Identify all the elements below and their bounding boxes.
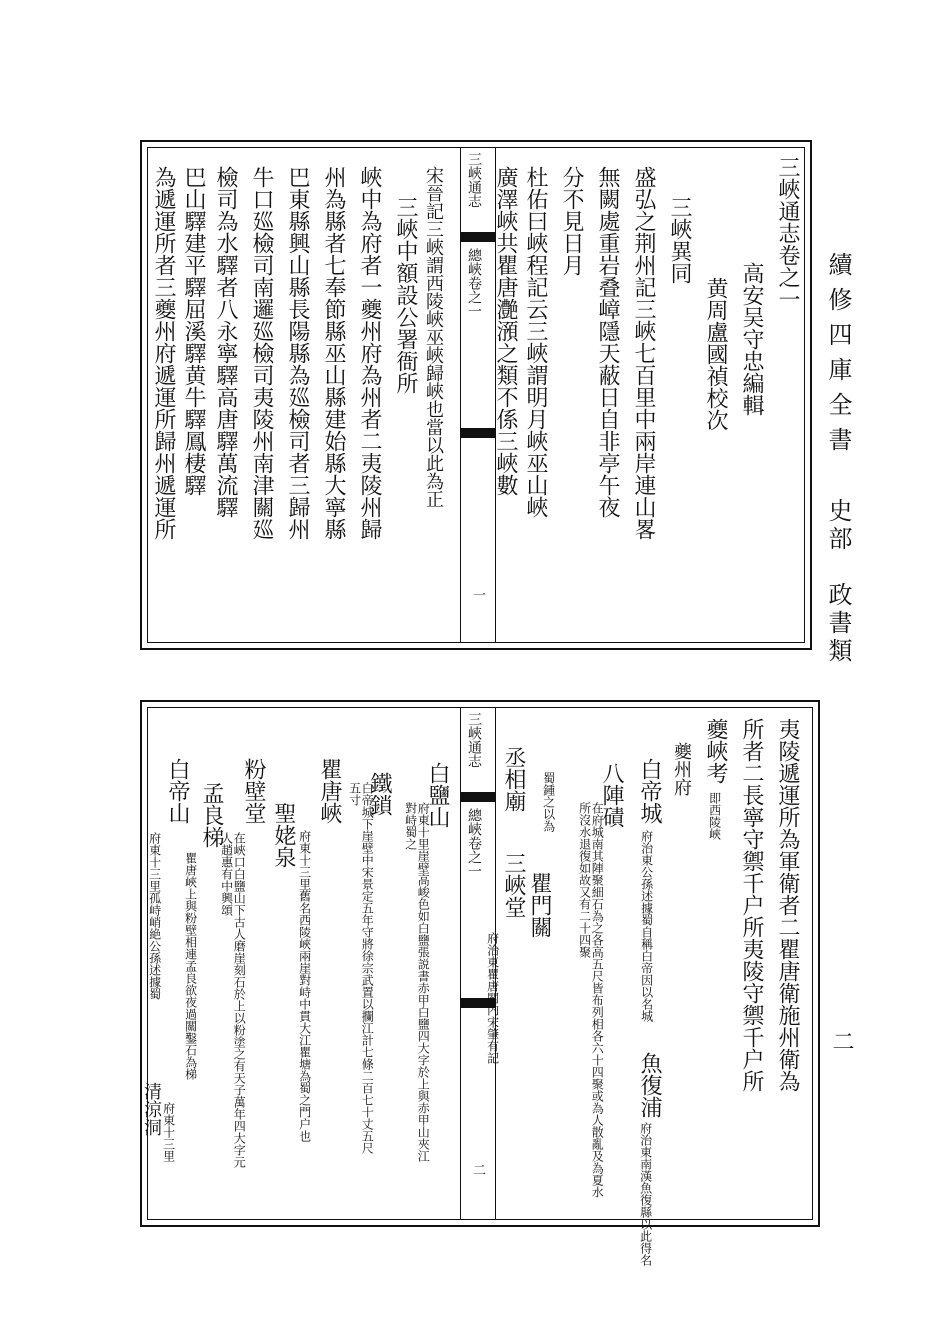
bottom-sanxia-tang: 三峽堂 — [501, 852, 526, 918]
top-col-18: 為遞運所者三夔州府遞運所歸州遞運所 — [151, 166, 176, 540]
bottom-col-12: 聖姥泉 — [271, 802, 296, 868]
top-col-8: 杜佑曰峽程記云三峽謂明月峽巫山峽 — [523, 166, 548, 518]
bottom-col-16: 清涼洞 — [141, 1082, 162, 1136]
top-col-12: 峽中為府者一夔州府為州者二夷陵州歸 — [357, 166, 382, 540]
bottom-banxin-volume: 總峽卷之一 — [466, 808, 482, 878]
bottom-note-tiesuo: 白帝城下崖壁中宋景定五年守將徐宗武置以攔江計七條二百七十丈五尺五寸 — [347, 782, 375, 1154]
bottom-note-qutang: 府東十三里舊名西陵峽兩崖對峙中貫大江瞿塘為蜀之門户也 — [297, 830, 312, 1142]
bottom-col-15: 白帝山 — [165, 758, 190, 824]
bottom-col-11: 瞿唐峽 — [317, 758, 342, 824]
top-col-17: 巴山驛建平驛屈溪驛黄牛驛鳳棲驛 — [181, 166, 206, 496]
bottom-banxin-leaf: 二 — [470, 1163, 485, 1176]
top-banxin-volume: 總峽卷之一 — [466, 248, 482, 318]
bottom-note-baiyan: 府東十里崖壁高峻色如白鹽張説書赤甲白鹽四大字於上與赤甲山夾江對峙蜀之 — [403, 802, 431, 1162]
bottom-col-5: 白帝城 — [637, 758, 662, 824]
top-col-11: 三峽中額設公署衙所 — [393, 196, 418, 394]
top-col-15: 牛口廵檢司南邏廵檢司夷陵州南津關廵 — [249, 166, 274, 540]
top-col-1: 三峽通志卷之一 — [775, 156, 800, 310]
series-title: 續修四庫全書 — [824, 252, 852, 462]
top-col-13: 州為縣者七奉節縣巫山縣建始縣大寧縣 — [321, 166, 346, 540]
top-col-14: 巴東縣興山縣長陽縣為廵檢司者三歸州 — [285, 166, 310, 540]
bottom-note-yufu: 府治東南漢魚復縣以此得名 — [638, 1122, 653, 1266]
bottom-col-4: 夔州府 — [671, 742, 692, 796]
side-page-number: 二 — [829, 1030, 854, 1052]
top-col-5: 盛弘之荆州記三峽七百里中兩岸連山畧 — [631, 166, 656, 540]
bottom-col-3: 夔峽考 — [703, 718, 728, 784]
top-col-3: 黄周盧國禎校次 — [703, 277, 728, 431]
bottom-note-xia-kao: 即西陵峽 — [707, 792, 722, 840]
bottom-banxin-label: 三峽通志 — [466, 712, 482, 768]
bottom-page — [140, 700, 820, 1266]
top-col-6: 無闕處重岩叠嶂隱天蔽日自非亭午夜 — [595, 166, 620, 518]
bottom-note-bazhen: 在府城南其陣聚細石為之各高五尺皆布列相各六十四聚或為人散亂及為夏水所沒水退復如故又有二十四聚 — [577, 802, 605, 1198]
bottom-col-9: 白鹽山 — [425, 762, 450, 828]
top-fish-tail-lower — [461, 428, 495, 438]
bottom-fish-tail — [461, 792, 495, 802]
bottom-yufu-pu: 魚復浦 — [637, 1052, 662, 1118]
bottom-note-sanxia-tang: 府治東瞿唐關内宋肇有記 — [485, 932, 500, 1064]
top-col-16: 檢司為水驛者八永寧驛高唐驛萬流驛 — [213, 166, 238, 518]
bottom-note-baidi-shan: 府東十三里孤峙峭絶公孫述據蜀 — [147, 832, 162, 1000]
top-col-2: 高安吴守忠編輯 — [739, 262, 764, 416]
bottom-note-baidi-cheng: 府治東公孫述據蜀自稱白帝因以名城 — [639, 830, 654, 1022]
top-banxin-leaf: 一 — [470, 588, 485, 601]
bottom-qutang-guan: 瞿門關 — [527, 872, 552, 938]
bottom-col-10: 鐵鎖 — [367, 772, 392, 816]
top-banxin — [460, 148, 496, 642]
top-banxin-label: 三峽通志 — [466, 152, 482, 208]
bottom-note-fenbi: 在峽口白鹽山下古人磨崖刻石於上以粉塗之有天子萬年四大字元人趙惠有中興頌 — [219, 832, 247, 1168]
bottom-col-7: 蜀鍾之以為 — [541, 772, 556, 832]
bottom-col-1: 夷陵遞運所為軍衛者二瞿唐衛施州衛為 — [775, 718, 800, 1092]
bottom-col-14: 孟良梯 — [199, 782, 224, 848]
bottom-col-2: 所者二長寧守禦千户所夷陵守禦千户所 — [739, 718, 764, 1092]
bottom-col-13: 粉壁堂 — [241, 758, 266, 824]
bottom-col-6: 八陣磧 — [599, 762, 624, 828]
bottom-col-8: 丞相廟 — [501, 746, 526, 812]
top-col-10: 宋晉記三峽謂西陵峽巫峽歸峽也當以此為正 — [423, 166, 444, 508]
top-col-4: 三峽異同 — [667, 196, 692, 284]
series-section: 史部 政書類 — [824, 498, 852, 666]
top-col-7: 分不見日月 — [559, 166, 584, 276]
top-fish-tail — [461, 232, 495, 242]
top-col-9: 廣澤峽共瞿唐灔澦之類不係三峽數 — [493, 166, 518, 496]
top-page — [140, 140, 812, 650]
bottom-note-mengliang: 瞿唐峽上與粉壁相連孟良欲夜過關鑿石為梯 — [183, 852, 198, 1080]
bottom-note-qingliang: 府東十三里 — [161, 1102, 176, 1162]
